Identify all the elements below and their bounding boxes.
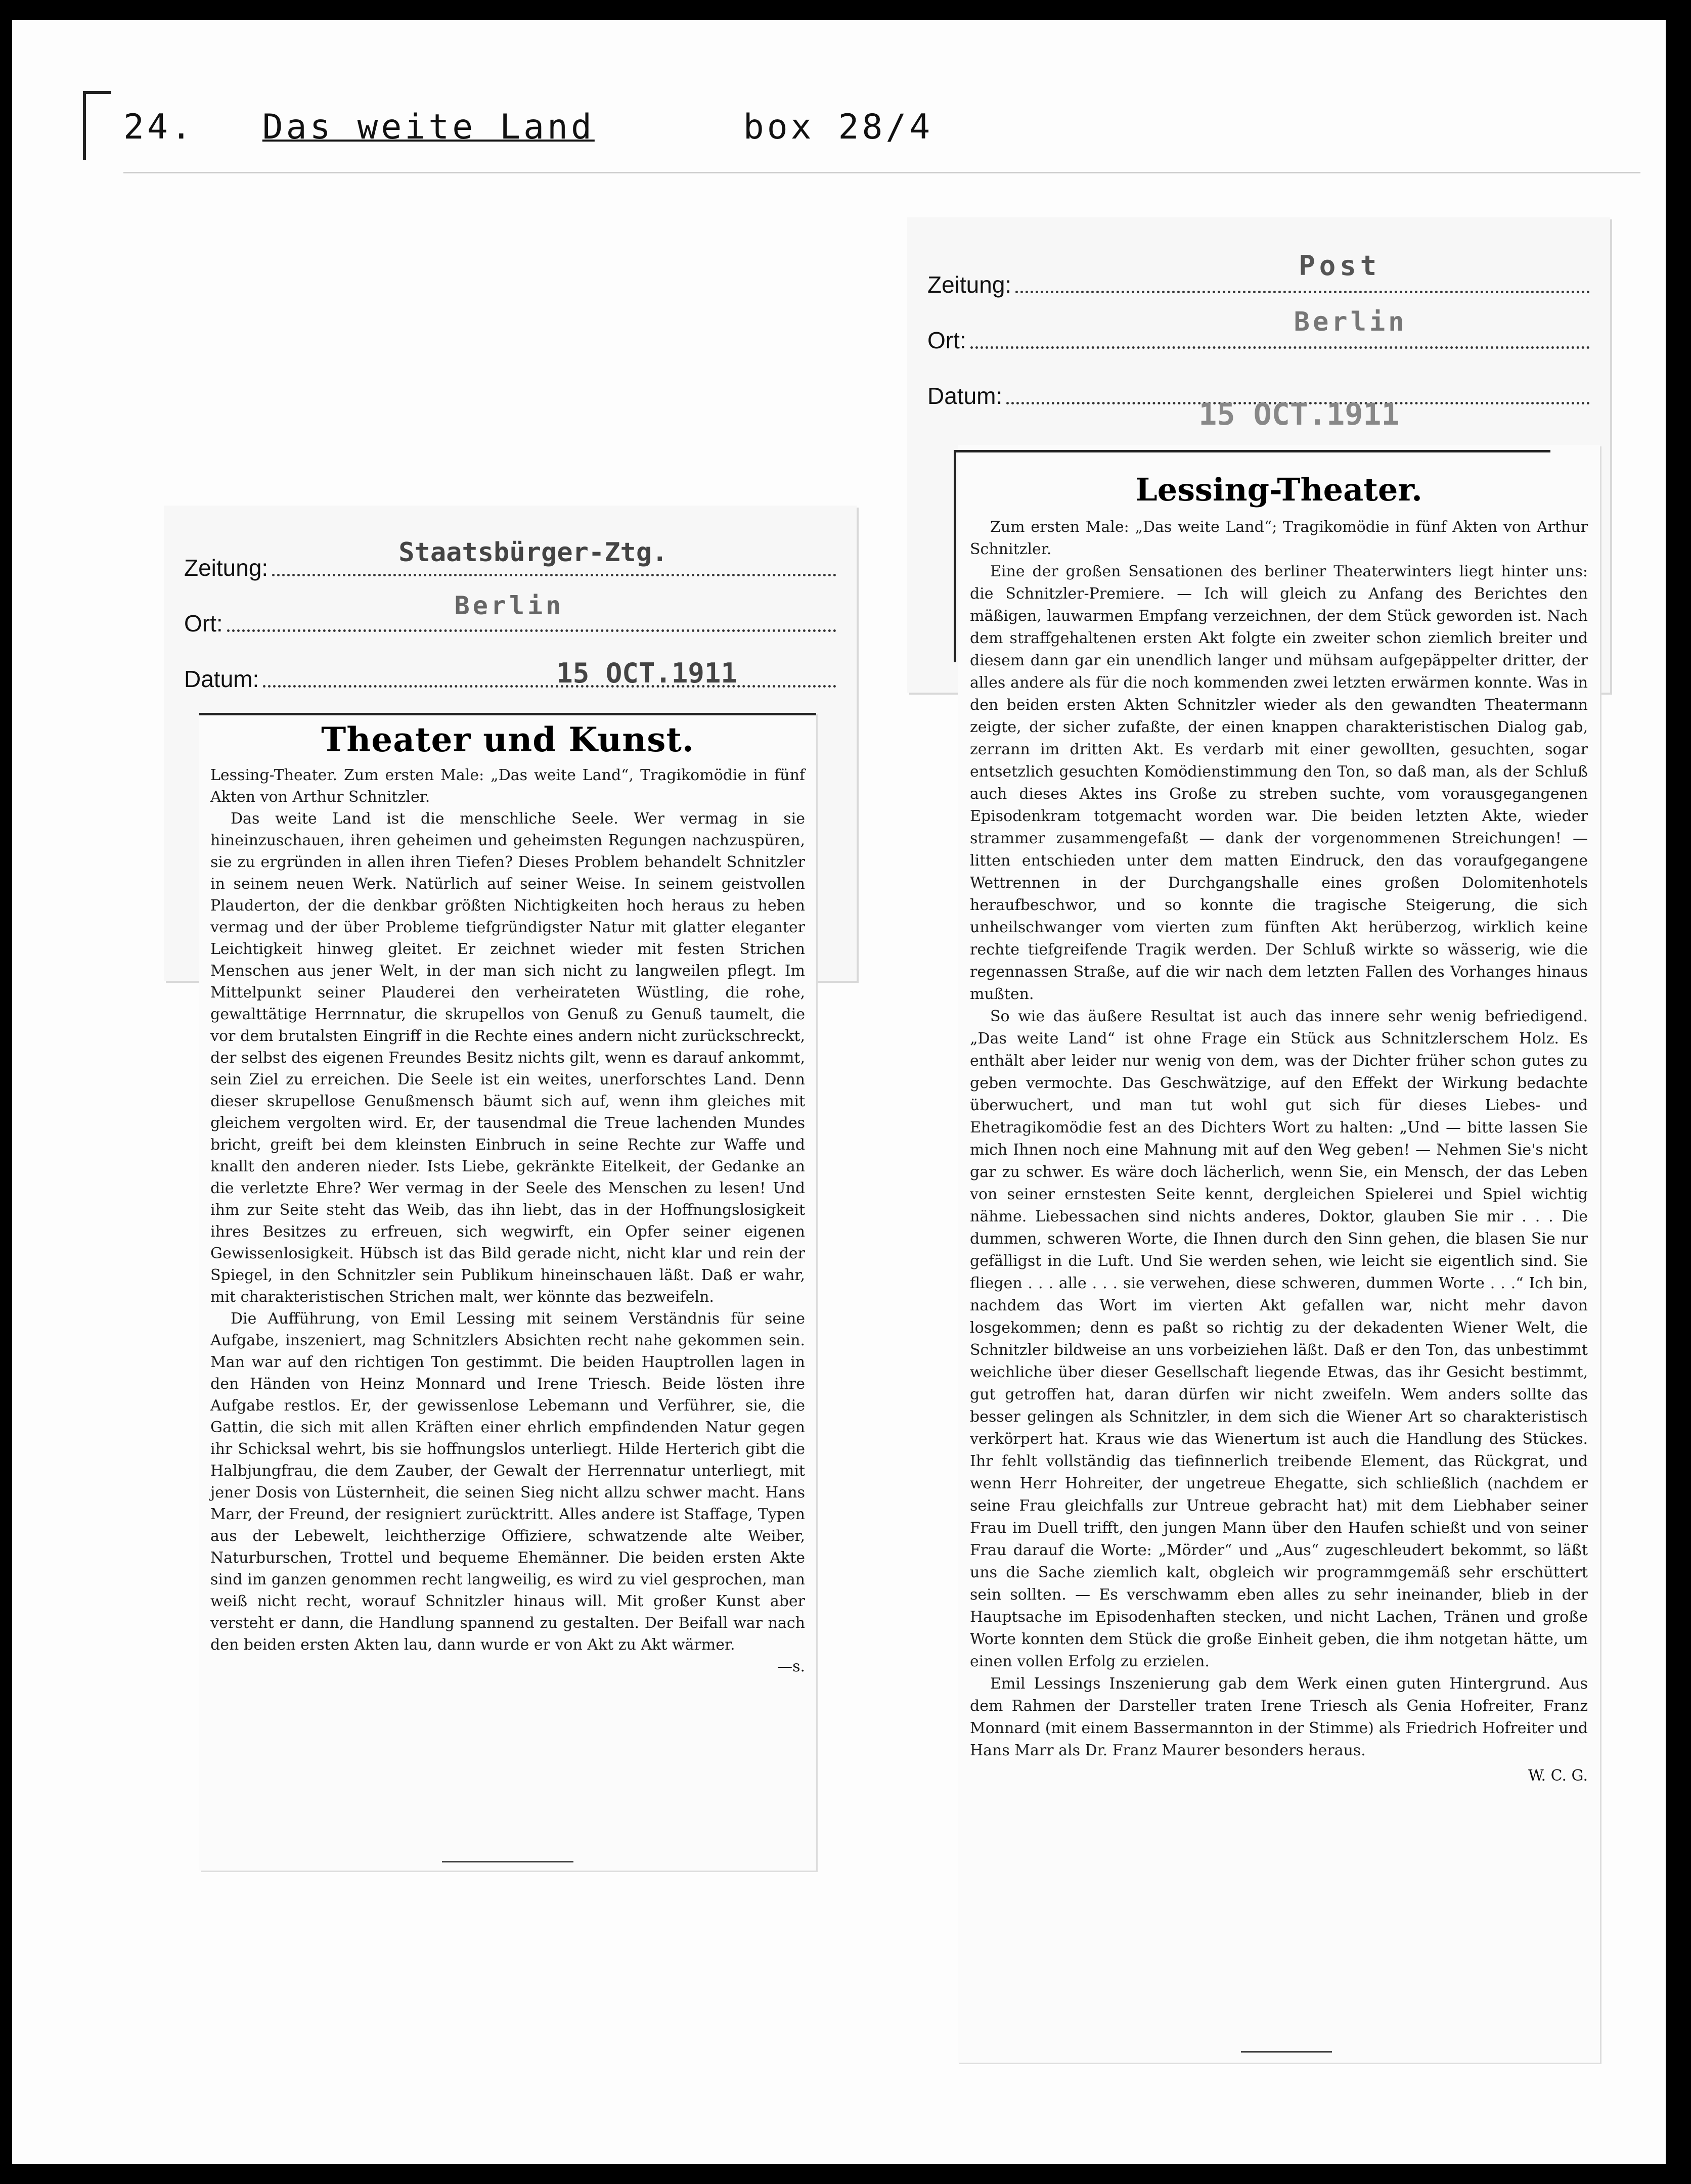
corner-crop-mark — [83, 91, 111, 160]
clipping-signature: W. C. G. — [1528, 1767, 1588, 1785]
ort-stamp: Berlin — [1294, 307, 1407, 337]
slip-row-ort — [184, 592, 836, 637]
slip-row-datum — [927, 364, 1590, 432]
header-number: 24. — [123, 107, 195, 147]
zeitung-stamp: Post — [1299, 250, 1381, 282]
clipping-signature: —s. — [777, 1658, 805, 1675]
newspaper-clipping-left — [199, 713, 816, 1871]
clipping-title: Lessing-Theater. — [1135, 471, 1422, 508]
datum-stamp: 15 OCT.1911 — [556, 657, 737, 689]
header-rule — [123, 172, 1640, 173]
slip-row-zeitung — [927, 250, 1590, 298]
newspaper-clipping-right — [958, 445, 1600, 2063]
slip-row-zeitung — [184, 536, 836, 581]
clipping-end-rule — [442, 1861, 573, 1862]
datum-label: Datum: — [184, 666, 259, 692]
header-title: Das weite Land — [262, 107, 595, 147]
datum-label: Datum: — [927, 383, 1003, 409]
clipping-paragraph: Die Aufführung, von Emil Lessing mit seinem Verständnis für seine Aufgabe, inszeniert, mag Schnitzlers Absichten recht nahe gekommen sein. Man war auf den richtigen Ton gestimmt. Die beiden Hauptrollen lagen in den Händen von Heinz Monnard und Irene Triesch. Beide lösten ihre Aufgabe restlos. Er, der gewissenlose Lebemann und Verführer, sie, die Gattin, die sich mit allen Kräften einer ehrlich empfindenden Natur gegen ihr Schicksal wehrt, bis sie hoffnungslos unterliegt. Hilde Herterich gibt die Halbjungfrau, die dem Zauber, der Gewalt der Herrennatur unterliegt, mit jener Dosis von Lüsternheit, die seinen Sieg nicht allzu schwer macht. Hans Marr, der Freund, der resigniert zurücktritt. Alles andere ist Staffage, Typen aus der Lebewelt, leichtherzige Offiziere, schwatzende alte Weiber, Naturburschen, Trottel und bequeme Ehemänner. Die beiden ersten Akte sind im ganzen genommen recht langweilig, es wird zu viel gesprochen, man weiß nicht recht, worauf Schnitzler hinaus will. Mit großer Kunst aber versteht er dann, die Handlung spannend zu gestalten. Der Beifall war nach den beiden ersten Akten lau, dann wurde er von Akt zu Akt wärmer. — [210, 1310, 805, 1654]
clipping-body — [958, 508, 1600, 1787]
clipping-paragraph: So wie das äußere Resultat ist auch das innere sehr wenig befriedigend. „Das weite Land“ ist ohne Frage ein Stück aus Schnitzlerschem Holz. Es enthält aber leider nur wenig von dem, was der Dichter früher schon gutes zu geben vermochte. Das Geschwätzige, auf den Effekt der Wirkung bedachte überwuchert, und man tut wohl gut sich für dieses Liebes- und Ehetragikomödie fest an des Dichters Wort zu halten: „Und — bitte lassen Sie mich Ihnen noch eine Mahnung mit auf den Weg geben! — Nehmen Sie's nicht gar zu schwer. Es wäre doch lächerlich, wenn Sie, ein Mensch, der das Leben von seiner ernstesten Seite kennt, dergleichen Spielerei und Spiel wichtig nähme. Liebessachen sind nichts anderes, Doktor, glauben Sie mir . . . Die dummen, schweren Worte, die Ihnen durch den Sinn gehen, die blasen Sie nur gefälligst in die Luft. Und Sie werden sehen, wie leicht sie eigentlich sind. Sie fliegen . . . alle . . . sie verwehen, diese schweren, dummen Worte . . .“ Ich bin, nachdem das Wort im vierten Akt gefallen war, nicht mehr davon losgekommen; denn es paßt so richtig zu der dekadenten Wiener Welt, die Schnitzler bildweise an uns vorbeiziehen läßt. Daß er den Ton, das unbestimmt weichliche über dieser Gesellschaft liegende Etwas, das ihr Gesicht bestimmt, gut getroffen hat, daran dürfen wir nicht zweifeln. Wem anders sollte das besser gelingen als Schnitzler, in dem sich die Wiener Art so charakteristisch verkörpert hat. Kraus wie das Wienertum ist auch die Handlung des Stückes. Ihr fehlt vollständig das tiefinnerlich treibende Element, das Rückgrat, und wenn Herr Hohreiter, der ungetreue Ehegatte, sich schließlich (nachdem er seine Frau gleichfalls zur Untreue gebracht hat) mit dem Liebhaber seiner Frau im Duell trifft, den jungen Mann über den Haufen schießt und von seiner Frau darauf die Worte: „Mörder“ und „Aus“ zugeschleudert bekommt, so läßt uns die Sache ziemlich kalt, obgleich wir programmgemäß sehr erschüttert sein sollten. — Es verschwamm eben alles zu sehr ineinander, blieb in der Hauptsache im Episodenhaften stecken, und nicht Lachen, Tränen und große Worte konnten dem Stück die große Einheit geben, die ihm notgetan hätte, um einen vollen Erfolg zu erzielen. — [970, 1008, 1588, 1670]
zeitung-stamp: Staatsbürger-Ztg. — [398, 537, 668, 568]
clipping-title: Theater und Kunst. — [321, 720, 694, 759]
datum-stamp: 15 OCT.1911 — [1198, 397, 1400, 432]
clipping-paragraph: Zum ersten Male: „Das weite Land“; Tragikomödie in fünf Akten von Arthur Schnitzler. — [970, 518, 1588, 558]
ort-label: Ort: — [184, 610, 223, 636]
clipping-end-rule — [1241, 2051, 1332, 2053]
ort-stamp: Berlin — [454, 591, 564, 620]
zeitung-label: Zeitung: — [927, 271, 1012, 298]
header-box: box 28/4 — [743, 107, 933, 147]
scanned-page — [12, 20, 1666, 2164]
slip-row-ort — [927, 308, 1590, 354]
clipping-paragraph: Lessing-Theater. Zum ersten Male: „Das weite Land“, Tragikomödie in fünf Akten von Arthur Schnitzler. — [210, 766, 805, 806]
slip-row-datum — [184, 647, 836, 693]
clipping-paragraph: Das weite Land ist die menschliche Seele. Wer vermag in sie hineinzuschauen, ihren geheimen und geheimsten Regungen nachzuspüren, sie zu ergründen in allen ihren Tiefen? Dieses Problem behandelt Schnitzler in seinem neuen Werk. Natürlich auf seiner Weise. In seinem geistvollen Plauderton, der die denkbar größten Nichtigkeiten hoch heraus zu heben vermag und der über Probleme tiefgründigster Natur mit glatter eleganter Leichtigkeit hinweg gleitet. Er zeichnet wieder mit festen Strichen Menschen aus jener Welt, in der man sich nicht zu langweilen pflegt. Im Mittelpunkt seiner Plauderei den verheirateten Wüstling, die rohe, gewalttätige Herrnnatur, die skrupellos von Genuß zu Genuß taumelt, die vor dem brutalsten Eingriff in die Rechte eines andern nicht zurückschreckt, der selbst des eigenen Freundes Besitz nichts gilt, wenn es darauf ankommt, sein Ziel zu erreichen. Die Seele ist ein weites, unerforschtes Land. Denn dieser skrupellose Genußmensch bäumt sich auf, wenn ihm gleiches mit gleichem vergolten wird. Er, der tausendmal die Treue lachenden Mundes bricht, greift bei dem kleinsten Einbruch in seine Rechte zur Waffe und knallt den anderen nieder. Ists Liebe, gekränkte Eitelkeit, der Gedanke an die verletzte Ehre? Wer vermag in der Seele des Menschen zu lesen! Und ihm zur Seite steht das Weib, das ihn liebt, das in der Hoffnungslosigkeit ihres Besitzes zu erfreuen, sich wegwirft, ein Opfer seiner eigenen Gewissenlosigkeit. Hübsch ist das Bild gerade nicht, nicht klar und rein der Spiegel, in den Schnitzler sein Publikum hineinschauen läßt. Daß er wahr, mit charakteristischen Strichen malt, wer könnte das bezweifeln. — [210, 810, 805, 1306]
zeitung-label: Zeitung: — [184, 555, 269, 581]
clipping-paragraph: Emil Lessings Inszenierung gab dem Werk einen guten Hintergrund. Aus dem Rahmen der Darsteller traten Irene Triesch als Genia Hofreiter, Franz Monnard (mit einem Bassermannton in der Stimme) als Friedrich Hofreiter und Hans Marr als Dr. Franz Maurer besonders heraus. — [970, 1675, 1588, 1759]
clipping-body — [199, 759, 816, 1677]
clipping-paragraph: Eine der großen Sensationen des berliner Theaterwinters liegt hinter uns: die Schnitzler-Premiere. — Ich will gleich zu Anfang des Berichtes den mäßigen, lauwarmen Empfang verzeichnen, der dem Stück geworden ist. Nach dem straffgehaltenen ersten Akt folgte ein zweiter schon ziemlich breiter und diesem dann gar ein unendlich langer und mühsam aufgepäppelter dritter, der alles andere als für die noch kommenden zwei letzten erwärmen konnte. Was in den beiden ersten Akten Schnitzler wieder als den gewandten Theatermann zeigte, der sicher zufaßte, der einen knappen charakteristischen Dialog gab, zerrann im dritten Akt. Es verdarb mit einer gewollten, gesuchten, sogar entsetzlich gesuchten Komödienstimmung den Ton, so daß man, als der Schluß auch dieses Aktes ins Große zu streben suchte, vom vorausgegangenen Episodenkram totgemacht worden war. Die beiden letzten Akte, wieder strammer zusammengefaßt — dank der vorgenommenen Streichungen! — litten entschieden unter dem matten Eindruck, den das voraufgegangene Wettrennen in der Durchgangshalle eines großen Dolomitenhotels heraufbeschwor, und so konnte die tragische Steigerung, die sich unheilschwanger vom vierten zum fünften Akt herüberzog, wirklich keine rechte tiefgreifende Tragik werden. Der Schluß wirkte so wässerig, wie die regennassen Straße, auf die wir nach dem letzten Fallen des Vorhanges hinaus mußten. — [970, 563, 1588, 1003]
ort-label: Ort: — [927, 327, 966, 353]
archive-header — [123, 107, 933, 147]
